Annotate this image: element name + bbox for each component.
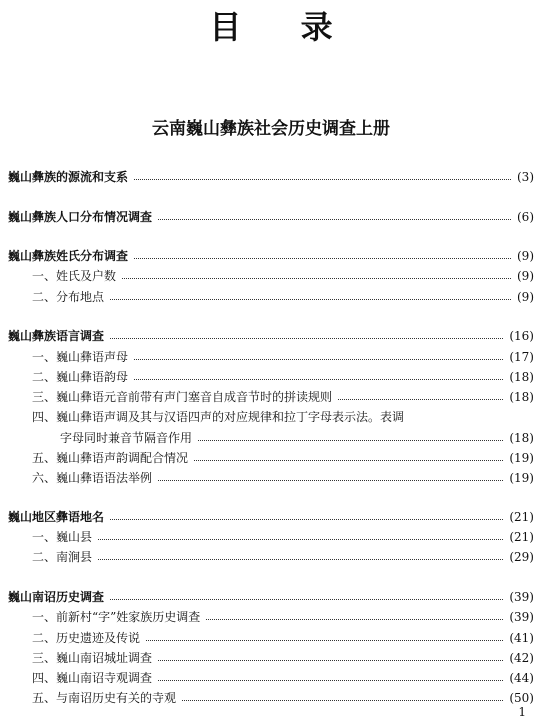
toc-entry-label: 五、巍山彝语声韵调配合情况 <box>32 451 189 465</box>
toc-entry-label: 巍山彝族语言调查 <box>8 329 105 343</box>
leader-dots <box>182 699 503 701</box>
toc-entry-sub <box>8 365 534 385</box>
toc-entry-label: 一、姓氏及户数 <box>32 269 117 283</box>
leader-dots <box>134 178 511 180</box>
toc-entry-label: 巍山彝族人口分布情况调查 <box>8 210 153 224</box>
toc-entry-sub <box>8 285 534 305</box>
toc-entry-sub <box>8 605 534 625</box>
toc-entry-page: (9) <box>517 290 534 304</box>
toc-entry-label: 二、历史遗迹及传说 <box>32 631 141 645</box>
toc-entry-sub <box>8 466 534 486</box>
toc-entry-label: 四、巍山彝语声调及其与汉语四声的对应规律和拉丁字母表示法。表调 <box>32 410 405 424</box>
toc-entry-page: (50) <box>509 691 534 705</box>
toc-entry-label: 一、前新村“字”姓家族历史调查 <box>32 610 201 624</box>
toc-entry-sub <box>8 345 534 365</box>
page-number: 1 <box>518 705 526 719</box>
toc-entry-section <box>8 205 534 225</box>
toc-entry-label: 五、与南诏历史有关的寺观 <box>32 691 177 705</box>
leader-dots <box>110 337 503 339</box>
toc-entry-label: 巍山南诏历史调查 <box>8 590 105 604</box>
toc-entry-sub <box>8 646 534 666</box>
toc-entry-page: (44) <box>509 671 534 685</box>
toc-entry-page: (17) <box>509 350 534 364</box>
leader-dots <box>98 558 503 560</box>
toc-entry-label: 二、巍山彝语韵母 <box>32 370 129 384</box>
toc-entry-sub <box>8 686 534 706</box>
toc-entry-label: 字母同时兼音节隔音作用 <box>60 431 193 445</box>
leader-dots <box>146 639 503 641</box>
toc-entry-sub <box>8 525 534 545</box>
toc-entry-page: (3) <box>517 170 534 184</box>
toc-entry-section <box>8 585 534 605</box>
toc-entry-page: (9) <box>517 269 534 283</box>
leader-dots <box>110 598 503 600</box>
toc-entry-page: (41) <box>509 631 534 645</box>
toc-entry-page: (18) <box>509 370 534 384</box>
toc-entry-label: 一、巍山县 <box>32 530 93 544</box>
toc-entry-label: 三、巍山南诏城址调查 <box>32 651 153 665</box>
toc-entry-page: (18) <box>509 431 534 445</box>
toc-entry-sub <box>8 626 534 646</box>
leader-dots <box>134 378 503 380</box>
toc-entry-label: 二、分布地点 <box>32 290 105 304</box>
leader-dots <box>158 479 503 481</box>
leader-dots <box>338 398 503 400</box>
toc-entry-page: (21) <box>509 510 534 524</box>
toc-entry-label: 一、巍山彝语声母 <box>32 350 129 364</box>
toc-entry-page: (39) <box>509 610 534 624</box>
leader-dots <box>98 538 503 540</box>
toc-entry-page: (39) <box>509 590 534 604</box>
page-title: 目 录 <box>209 8 357 46</box>
leader-dots <box>158 218 511 220</box>
leader-dots <box>194 459 503 461</box>
toc-entry-section <box>8 505 534 525</box>
leader-dots <box>110 518 503 520</box>
toc-entry-section <box>8 324 534 344</box>
toc-entry-sub <box>8 545 534 565</box>
toc-entry-label: 二、南涧县 <box>32 550 93 564</box>
toc-entry-label: 四、巍山南诏寺观调查 <box>32 671 153 685</box>
leader-dots <box>122 277 511 279</box>
leader-dots <box>158 659 503 661</box>
toc-entry-page: (18) <box>509 390 534 404</box>
toc-entry-page: (6) <box>517 210 534 224</box>
toc-entry-section <box>8 165 534 185</box>
toc-entry-label: 六、巍山彝语语法举例 <box>32 471 153 485</box>
toc-entry-label: 巍山地区彝语地名 <box>8 510 105 524</box>
toc-entry-page: (16) <box>509 329 534 343</box>
toc-entry-page: (21) <box>509 530 534 544</box>
toc-entry-sub <box>8 666 534 686</box>
toc-entry-label: 三、巍山彝语元音前带有声门塞音自成音节时的拼读规则 <box>32 390 333 404</box>
toc-entry-sub <box>8 385 534 405</box>
toc-entry-page: (19) <box>509 471 534 485</box>
leader-dots <box>198 439 503 441</box>
toc-entry-sub <box>8 264 534 284</box>
toc-entry-page: (42) <box>509 651 534 665</box>
toc-entry-label: 巍山彝族的源流和支系 <box>8 170 129 184</box>
toc-entry-continuation <box>8 426 534 446</box>
leader-dots <box>206 618 503 620</box>
toc-entry-section <box>8 244 534 264</box>
leader-dots <box>134 257 511 259</box>
toc-entry-page: (29) <box>509 550 534 564</box>
leader-dots <box>110 298 511 300</box>
leader-dots <box>158 679 503 681</box>
toc-entry-sub <box>8 405 534 425</box>
toc-entry-page: (9) <box>517 249 534 263</box>
toc-entry-label: 巍山彝族姓氏分布调查 <box>8 249 129 263</box>
toc-entry-sub <box>8 446 534 466</box>
leader-dots <box>134 358 503 360</box>
book-title: 云南巍山彝族社会历史调查上册 <box>152 119 390 139</box>
toc-entry-page: (19) <box>509 451 534 465</box>
